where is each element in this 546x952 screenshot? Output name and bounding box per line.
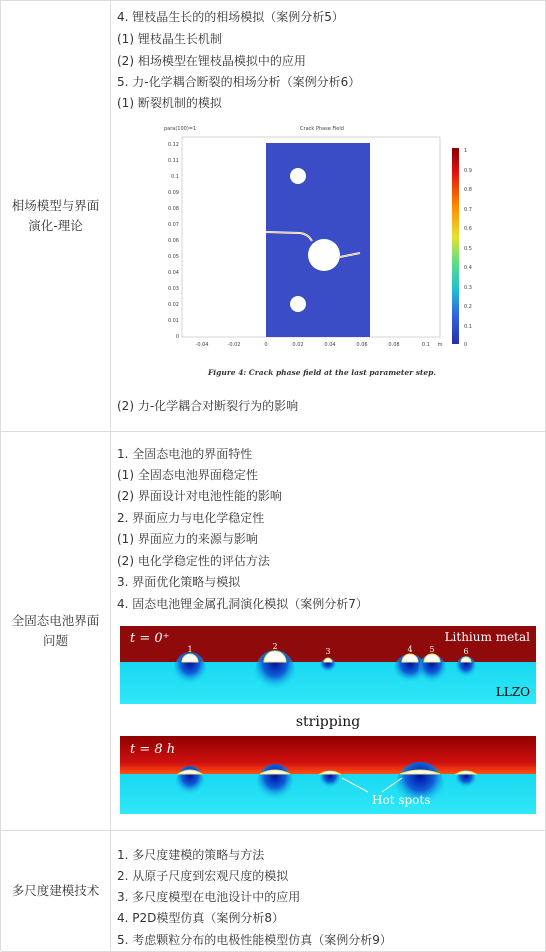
table-row: [1, 1, 546, 432]
list-item: (2) 电化学稳定性的评估方法: [117, 554, 270, 568]
topic-cell: [1, 831, 111, 951]
list-item: (1) 全固态电池界面稳定性: [117, 468, 258, 482]
void-number: 6: [463, 647, 469, 656]
y-axis-ticks: [168, 142, 179, 340]
svg-text:-0.04: -0.04: [195, 342, 209, 348]
svg-text:m: m: [437, 342, 443, 348]
svg-text:0.3: 0.3: [464, 285, 472, 291]
param-label: para(100)=1: [164, 126, 197, 132]
svg-text:0.01: 0.01: [167, 318, 179, 324]
top-hole: [290, 168, 306, 184]
svg-text:0.02: 0.02: [292, 342, 304, 348]
list-item: 3. 界面优化策略与模拟: [117, 575, 241, 589]
colorbar-ticks: [464, 148, 472, 348]
time-label-top: t = 0⁺: [130, 631, 170, 646]
topic-label: 相场模型与界面演化-理论: [11, 198, 100, 233]
list-item: (2) 力-化学耦合对断裂行为的影响: [117, 399, 299, 413]
x-axis-ticks: [196, 342, 443, 348]
svg-text:0.9: 0.9: [464, 168, 472, 174]
list-item: 1. 全固态电池的界面特性: [117, 447, 253, 461]
stripping-label: stripping: [295, 714, 361, 730]
plot-title: Crack Phase Field: [300, 126, 344, 132]
content-cell: [112, 831, 546, 951]
svg-text:0.12: 0.12: [167, 142, 179, 148]
figure-caption: Figure 4: Crack phase field at the last parameter step.: [207, 368, 437, 377]
svg-text:0.1: 0.1: [464, 324, 472, 330]
topic-label: 全固态电池界面问题: [11, 613, 100, 648]
list-item: (2) 界面设计对电池性能的影响: [117, 489, 282, 503]
svg-text:0.04: 0.04: [167, 270, 179, 276]
svg-text:0: 0: [464, 342, 468, 348]
list-item: (1) 界面应力的来源与影响: [117, 532, 258, 546]
list-item: 4. P2D模型仿真（案例分析8）: [117, 911, 285, 925]
svg-text:0.7: 0.7: [464, 207, 472, 213]
svg-text:0.1: 0.1: [171, 174, 179, 180]
void-number: 2: [272, 642, 278, 651]
svg-text:0: 0: [264, 342, 268, 348]
void-evolution-figure: [120, 626, 536, 818]
void-number: 3: [325, 647, 331, 656]
lithium-metal-label: Lithium metal: [444, 630, 530, 644]
svg-text:1: 1: [464, 148, 468, 154]
svg-text:0.08: 0.08: [167, 206, 179, 212]
top-panel: [120, 626, 536, 704]
bottom-hole: [290, 296, 306, 312]
void-number: 5: [429, 645, 435, 654]
void-number: 1: [187, 645, 193, 654]
svg-text:0.02: 0.02: [167, 302, 179, 308]
svg-text:0.4: 0.4: [464, 265, 472, 271]
svg-text:0.11: 0.11: [167, 158, 179, 164]
svg-text:-0.02: -0.02: [227, 342, 241, 348]
svg-text:0.05: 0.05: [167, 254, 179, 260]
void-number: 4: [407, 645, 413, 654]
content-cell: [112, 1, 546, 431]
svg-text:0.08: 0.08: [388, 342, 400, 348]
svg-text:0.5: 0.5: [464, 246, 472, 252]
center-hole: [308, 239, 340, 271]
list-item: (2) 相场模型在锂枝晶模拟中的应用: [117, 54, 306, 68]
svg-text:0.03: 0.03: [167, 286, 179, 292]
topic-cell: [1, 1, 111, 431]
svg-text:0: 0: [175, 334, 179, 340]
list-item: (1) 断裂机制的模拟: [117, 96, 222, 110]
svg-text:0.06: 0.06: [356, 342, 368, 348]
colorbar: [452, 148, 459, 344]
table-row: [1, 831, 546, 952]
list-item: 5. 力-化学耦合断裂的相场分析（案例分析6）: [117, 75, 361, 89]
svg-text:0.8: 0.8: [464, 187, 472, 193]
svg-text:0.09: 0.09: [167, 190, 179, 196]
svg-text:0.6: 0.6: [464, 226, 472, 232]
list-item: 4. 固态电池锂金属孔洞演化模拟（案例分析7）: [117, 597, 368, 611]
list-item: 5. 考虑颗粒分布的电极性能模型仿真（案例分析9）: [117, 933, 392, 947]
hotspot-label: Hot spots: [372, 793, 431, 807]
list-item: 2. 从原子尺度到宏观尺度的模拟: [117, 869, 289, 883]
content-cell: [112, 432, 546, 830]
list-item: 4. 锂枝晶生长的的相场模拟（案例分析5）: [117, 10, 344, 24]
time-label-bottom: t = 8 h: [130, 742, 176, 757]
lithium-metal-layer: [120, 736, 536, 774]
list-item: 2. 界面应力与电化学稳定性: [117, 511, 265, 525]
svg-text:0.04: 0.04: [324, 342, 336, 348]
svg-text:0.1: 0.1: [422, 342, 430, 348]
svg-text:0.2: 0.2: [464, 304, 472, 310]
svg-text:0.07: 0.07: [167, 222, 179, 228]
list-item: (1) 锂枝晶生长机制: [117, 32, 222, 46]
llzo-label: LLZO: [495, 685, 530, 699]
list-item: 3. 多尺度模型在电池设计中的应用: [117, 890, 301, 904]
domain-rect: [266, 143, 370, 337]
topic-cell: [1, 432, 111, 830]
table-row: [1, 432, 546, 831]
crack-phase-field-figure: [162, 121, 502, 383]
topic-label: 多尺度建模技术: [11, 883, 100, 898]
bottom-panel: [120, 736, 536, 814]
list-item: 1. 多尺度建模的策略与方法: [117, 848, 265, 862]
svg-text:0.06: 0.06: [167, 238, 179, 244]
